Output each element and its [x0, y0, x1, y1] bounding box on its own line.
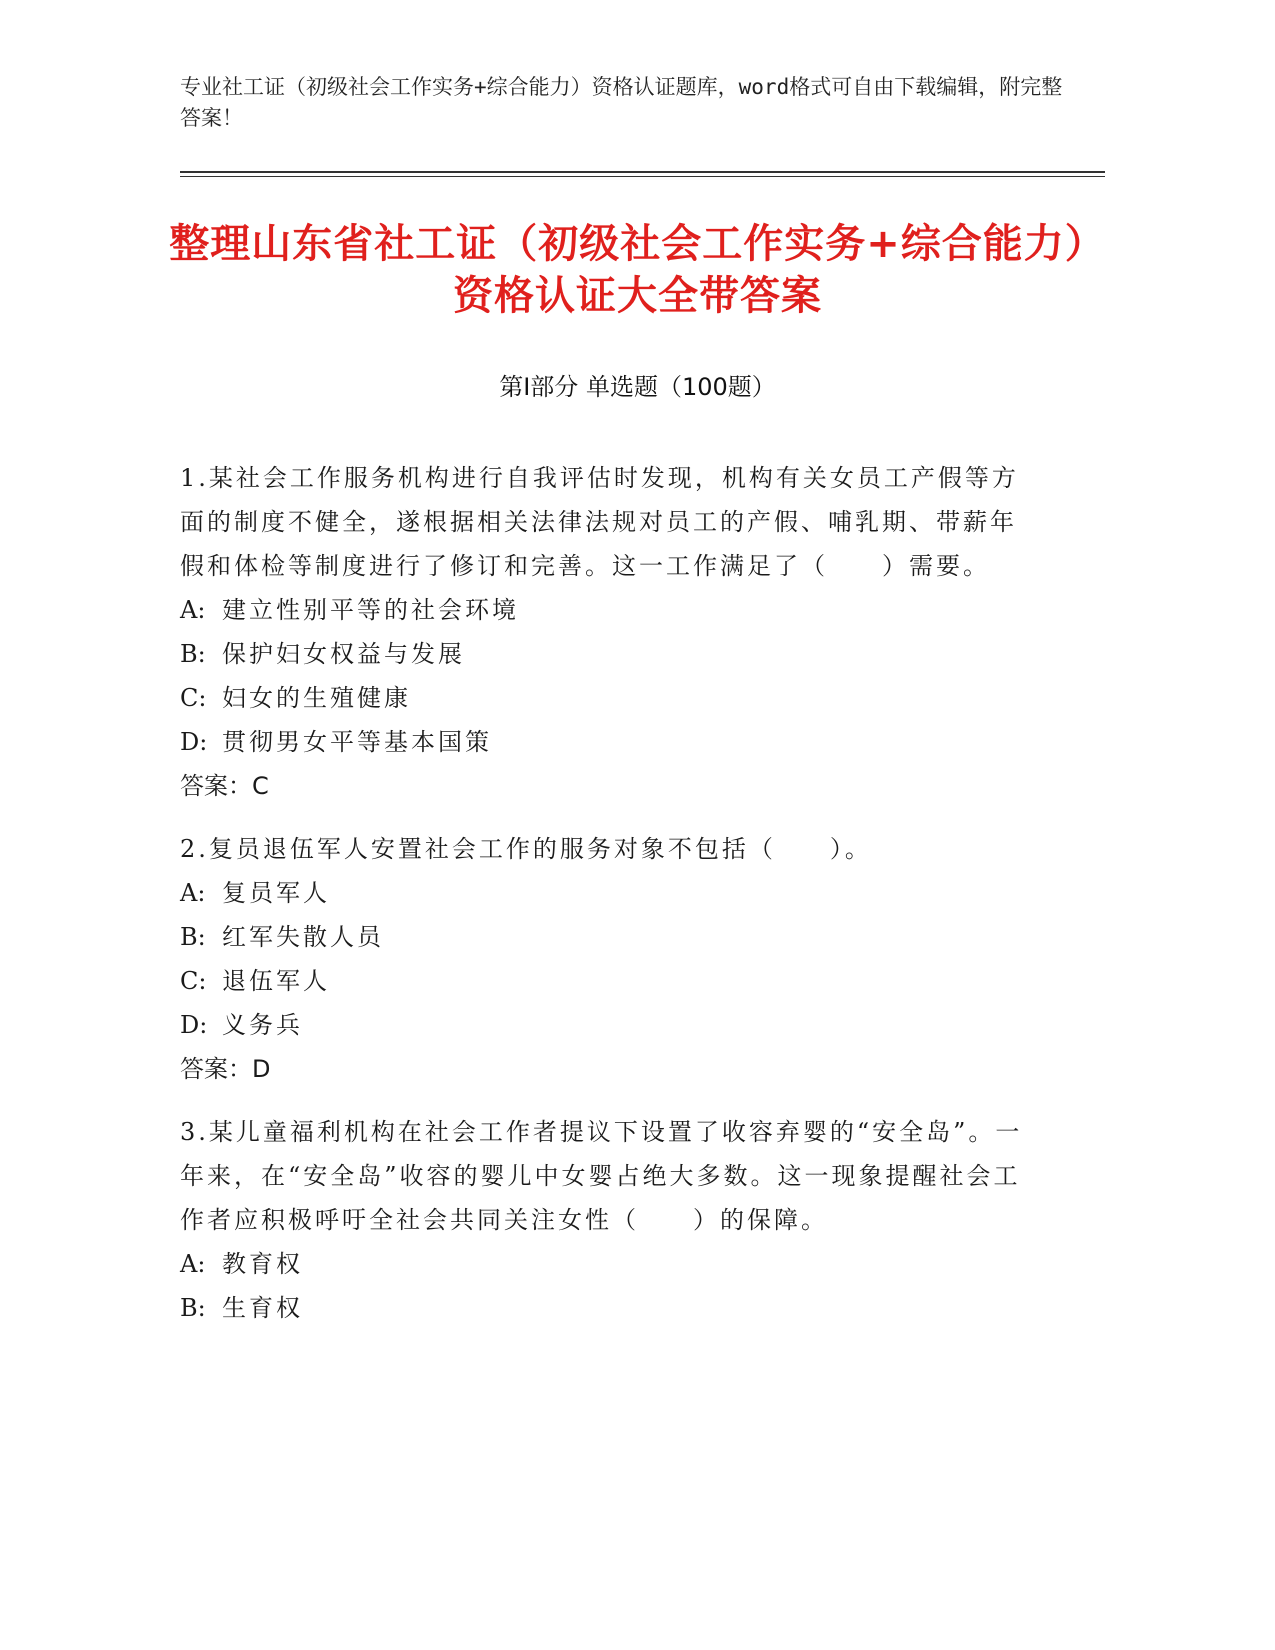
option-b	[180, 632, 1040, 676]
option-text: 生育权	[222, 1294, 303, 1322]
answer-line: 答案：D	[180, 1055, 271, 1083]
option-text: 保护妇女权益与发展	[222, 640, 465, 668]
option-a	[180, 588, 1040, 632]
option-a	[180, 1242, 1040, 1286]
answer-line: 答案：C	[180, 772, 269, 800]
option-letter: A:	[180, 1250, 206, 1278]
option-text: 复员军人	[222, 879, 330, 907]
option-text: 红军失散人员	[222, 923, 384, 951]
question-item	[180, 1110, 1040, 1330]
option-letter: A:	[180, 596, 206, 624]
option-text: 贯彻男女平等基本国策	[222, 728, 492, 756]
option-text: 教育权	[222, 1250, 303, 1278]
option-text: 义务兵	[222, 1011, 303, 1039]
option-letter: C:	[180, 684, 207, 712]
question-stem: 1.某社会工作服务机构进行自我评估时发现，机构有关女员工产假等方面的制度不健全，遂根据相关法律法规对员工的产假、哺乳期、带薪年假和体检等制度进行了修订和完善。这一工作满足了（ ）需要。	[180, 464, 1019, 580]
option-b	[180, 1286, 1040, 1330]
option-c	[180, 676, 1040, 720]
option-letter: D:	[180, 1011, 208, 1039]
option-letter: C:	[180, 967, 207, 995]
option-d	[180, 720, 1040, 764]
header-rule-thin	[180, 176, 1105, 177]
question-item	[180, 456, 1040, 808]
option-d	[180, 1003, 1040, 1047]
document-title: 整理山东省社工证（初级社会工作实务+综合能力）资格认证大全带答案	[169, 221, 1106, 319]
option-text: 建立性别平等的社会环境	[222, 596, 519, 624]
question-stem: 3.某儿童福利机构在社会工作者提议下设置了收容弃婴的“安全岛”。一年来，在“安全岛”收容的婴儿中女婴占绝大多数。这一现象提醒社会工作者应积极呼吁全社会共同关注女性（ ）的保障。	[180, 1118, 1023, 1234]
option-letter: B:	[180, 640, 206, 668]
header-note: 专业社工证（初级社会工作实务+综合能力）资格认证题库，word格式可自由下载编辑，附完整答案！	[180, 75, 1063, 130]
option-letter: D:	[180, 728, 208, 756]
option-letter: B:	[180, 1294, 206, 1322]
section-heading: 第Ⅰ部分 单选题（100题）	[499, 373, 776, 401]
option-text: 退伍军人	[222, 967, 330, 995]
option-b	[180, 915, 1040, 959]
option-letter: B:	[180, 923, 206, 951]
option-letter: A:	[180, 879, 206, 907]
option-c	[180, 959, 1040, 1003]
header-rule-thick	[180, 171, 1105, 173]
option-a	[180, 871, 1040, 915]
option-text: 妇女的生殖健康	[222, 684, 411, 712]
question-stem: 2.复员退伍军人安置社会工作的服务对象不包括（ ）。	[180, 835, 872, 863]
question-list	[180, 456, 1040, 1349]
question-item	[180, 827, 1040, 1091]
